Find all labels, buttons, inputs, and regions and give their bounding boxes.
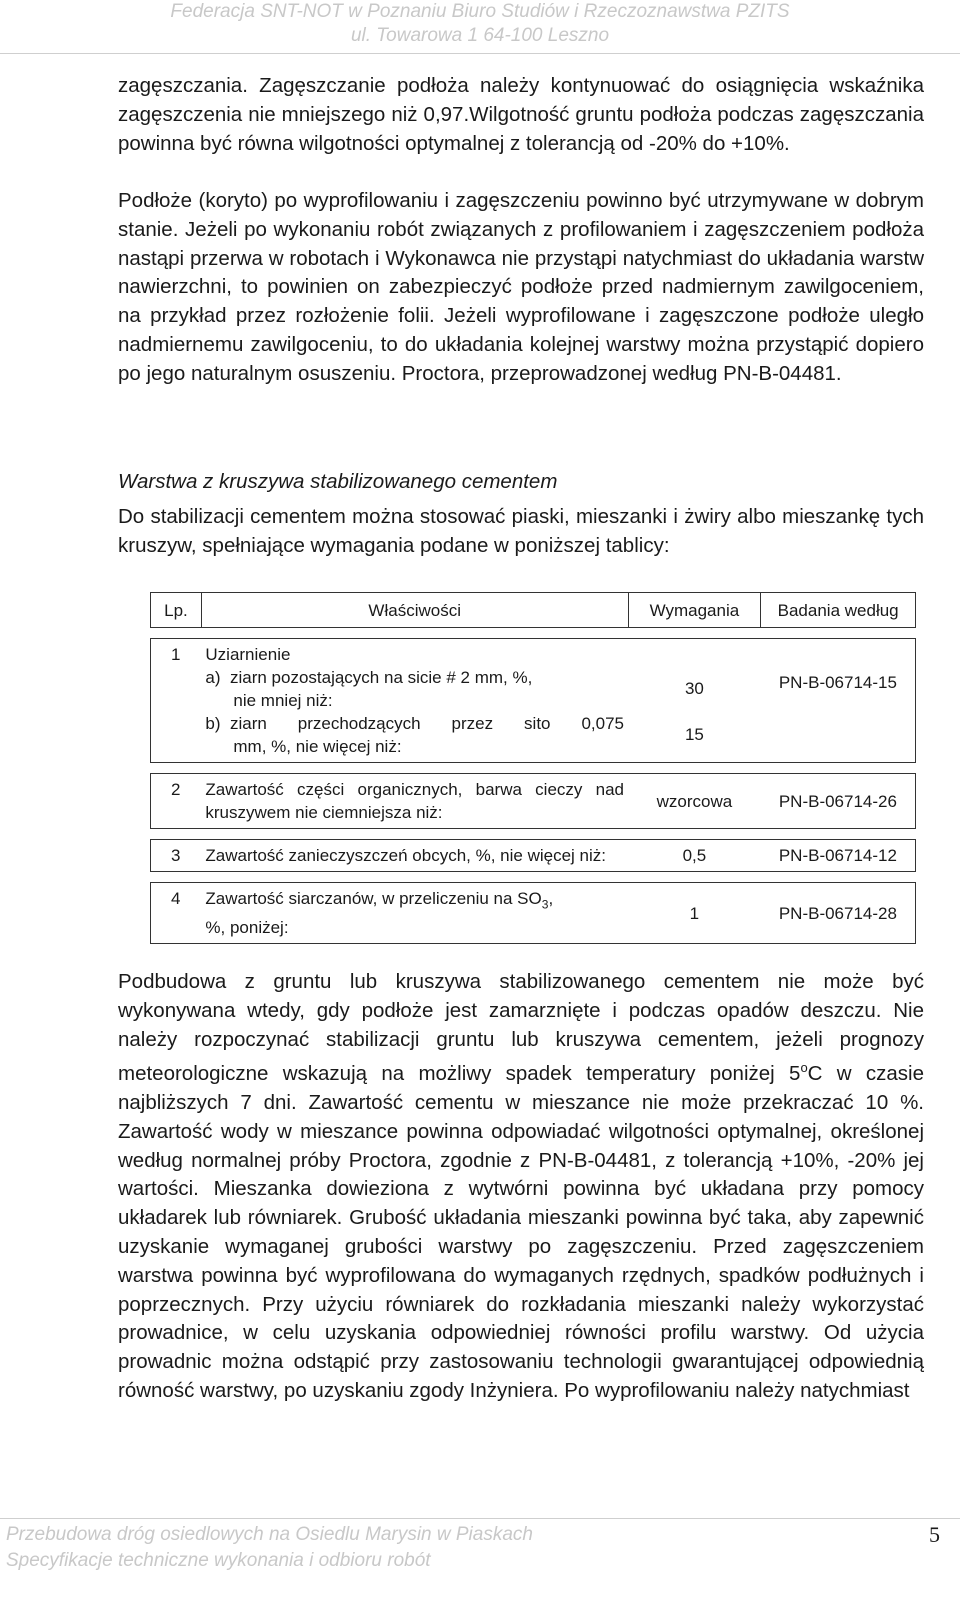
- row-number: 2: [171, 780, 181, 799]
- property-title: Uziarnienie: [205, 645, 291, 664]
- item-a-continued: nie mniej niż:: [233, 691, 333, 710]
- footer-document: Specyfikacje techniczne wykonania i odbioru robót: [6, 1550, 431, 1571]
- row-test-method: PN-B-06714-15: [778, 673, 897, 692]
- table-row: [151, 639, 916, 763]
- header-properties: Właściwości: [201, 593, 628, 628]
- value-a: 30: [684, 679, 704, 698]
- value-b: 15: [684, 725, 704, 744]
- row-property: Zawartość zanieczyszczeń obcych, %, nie więcej niż:: [205, 846, 606, 865]
- table-row: [151, 840, 916, 872]
- section-title: Warstwa z kruszywa stabilizowanego cementem: [118, 470, 558, 493]
- row-number: 1: [171, 645, 181, 664]
- row-number: 3: [171, 846, 181, 865]
- row-requirement: 0,5: [682, 846, 707, 865]
- item-a: a) ziarn pozostających na sicie # 2 mm, %,: [205, 668, 533, 687]
- table-row: [151, 883, 916, 944]
- table-row: [151, 774, 916, 829]
- header-lp: Lp.: [151, 593, 202, 628]
- row-requirement: wzorcowa: [656, 791, 733, 811]
- item-b-continued: mm, %, nie więcej niż:: [233, 737, 402, 756]
- footer-divider: [0, 1518, 960, 1519]
- header-test-method: Badania według: [761, 593, 916, 628]
- item-b: b) ziarn przechodzących przez sito 0,075: [205, 714, 624, 733]
- row-property: Zawartość części organicznych, barwa cieczy nad kruszywem nie ciemniejsza niż:: [205, 780, 625, 822]
- page-number: 5: [929, 1522, 940, 1547]
- header-organization: Federacja SNT-NOT w Poznaniu Biuro Studiów i Rzeczoznawstwa PZITS: [170, 1, 790, 22]
- row-number: 4: [171, 889, 181, 908]
- row-test-method: PN-B-06714-12: [778, 846, 897, 865]
- row-property: Zawartość siarczanów, w przeliczeniu na $SO_3$, %, poniżej:: [205, 889, 554, 938]
- row-property: [201, 639, 628, 763]
- paragraph-stabilization: Do stabilizacji cementem można stosować piaski, mieszanki i żwiry albo mieszankę tych kruszyw, spełniające wymagania podane w poniższej tablicy:: [118, 505, 924, 557]
- paragraph-compaction: zagęszczania. Zagęszczanie podłoża należy kontynuować do osiągnięcia wskaźnika zagęszczenia nie mniejszego niż 0,97.Wilgotność gruntu podłoża podczas zagęszczania powinna być równa wilgotności optymalnej z tolerancją od -20% do +10%.: [118, 74, 924, 155]
- header-divider: [0, 53, 960, 54]
- row-requirement: [628, 639, 761, 763]
- row-test-method: PN-B-06714-26: [778, 791, 897, 811]
- row-requirement: 1: [689, 903, 700, 923]
- paragraph-subgrade: Podłoże (koryto) po wyprofilowaniu i zagęszczeniu powinno być utrzymywane w dobrym stanie. Jeżeli po wykonaniu robót związanych z profilowaniem i zagęszczeniem podłoża nastąpi przerwa w robotach i Wykonawca nie przystąpi natychmiast do układania warstw nawierzchni, to powinien on zabezpieczyć podłoże przed nadmiernym zawilgoceniem, na przykład przez rozłożenie folii. Jeżeli wyprofilowane i zagęszczone podłoże uległo nadmiernemu zawilgoceniu, to do układania kolejnej warstwy można przystąpić dopiero po jego naturalnym osuszeniu. Proctora, przeprowadzonej według PN-B-04481.: [118, 189, 924, 385]
- table-header-row: [151, 593, 916, 628]
- paragraph-construction: Podbudowa z gruntu lub kruszywa stabilizowanego cementem nie może być wykonywana wtedy, gdy podłoże jest zamarznięte i podczas opadów deszczu. Nie należy rozpoczynać stabilizacji gruntu lub kruszywa cementem, jeżeli prognozy meteorologiczne wskazują na możliwy spadek temperatury poniżej 5$^o$C w czasie najbliższych 7 dni. Zawartość cementu w mieszance nie może przekraczać 10 %. Zawartość wody w mieszance powinna odpowiadać wilgotności optymalnej, określonej według normalnej próby Proctora, zgodnie z PN-B-04481, z tolerancją +10%, -20% jej wartości. Mieszanka dowieziona z wytwórni powinna być układana przy pomocy układarek lub równiarek. Grubość układania mieszanki powinna być taka, aby zapewnić uzyskanie wymaganej grubości warstwy po zagęszczeniu. Przed zagęszczeniem warstwa powinna być wyprofilowana do wymaganych rzędnych, spadków podłużnych i poprzecznych. Przy użyciu równiarek do rozkładania mieszanki należy wykorzystać prowadnice, w celu uzyskania odpowiedniej równości profilu warstwy. Od użycia prowadnic można odstąpić przy zastosowaniu technologii gwarantującej odpowiednią równość warstwy, po uzyskaniu zgody Inżyniera. Po wyprofilowaniu należy natychmiast: [118, 970, 925, 1402]
- row-test-method: PN-B-06714-28: [778, 903, 897, 923]
- requirements-table: [150, 592, 916, 944]
- header-requirements: Wymagania: [628, 593, 761, 628]
- page-footer: [6, 1522, 533, 1574]
- footer-project: Przebudowa dróg osiedlowych na Osiedlu Marysin w Piaskach: [6, 1524, 533, 1545]
- header-address: ul. Towarowa 1 64-100 Leszno: [350, 25, 610, 46]
